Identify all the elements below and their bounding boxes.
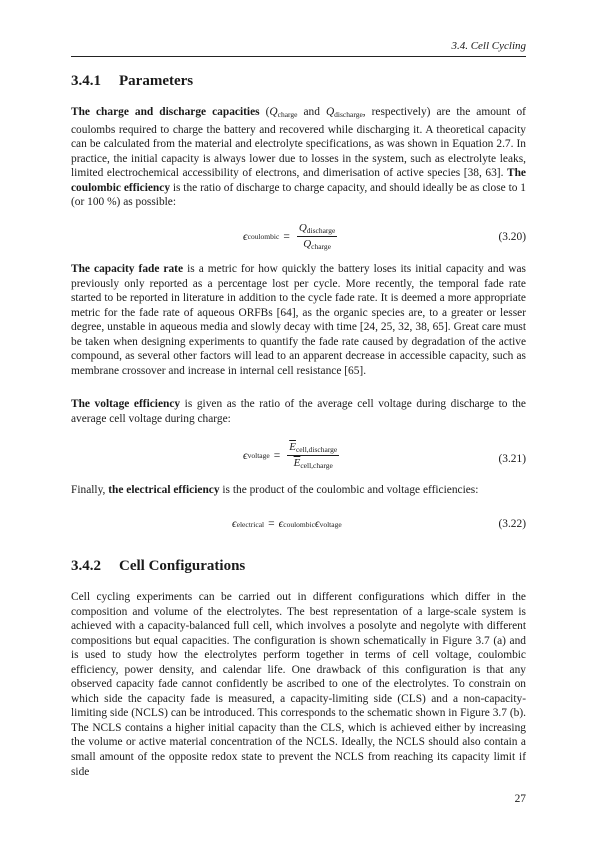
subscript: electrical (236, 519, 265, 529)
text: is given as the ratio of the average cell voltage during discharge to the average cell voltage during charge: (71, 398, 526, 425)
paragraph-capacities (71, 105, 526, 210)
symbol-q: Q (303, 238, 312, 250)
text: Finally, (71, 484, 109, 496)
text: and (297, 106, 326, 118)
subscript: discharge (306, 226, 336, 235)
equation-number: (3.20) (498, 231, 526, 243)
text: is a metric for how quickly the battery loses its initial capacity and was previously only reported as a percentage lost per cycle. More recently, the temporal fade rate started to be reported in literature in addition to the cycle fade rate. It is deemed a more appropriate metric for the fade rate of aqueous ORFBs [64], as the organic species are, to a greater or lesser degree, unstable in aqueous media and slowly decay with time [24, 25, 32, 38, 65]. Great care must be taken when designing experiments to quantify the fade rate caused by degradation of the active compound, as several other factors will lead to an apparent decrease in accessible capacity, such as membrane crossover and increase in internal cell resistance [65]. (71, 263, 526, 377)
section-heading-parameters (71, 72, 193, 90)
section-number: 3.4.2 (71, 558, 101, 574)
text: is the product of the coulombic and voltage efficiencies: (219, 484, 479, 496)
section-title: Parameters (119, 73, 194, 89)
subscript: coulombic (247, 232, 280, 241)
term-electrical-efficiency: the electrical efficiency (108, 484, 220, 496)
equals-sign: = (268, 518, 275, 530)
subscript: voltage (247, 451, 270, 460)
subscript: coulombic (283, 519, 315, 529)
symbol-q: Q (269, 106, 278, 118)
epsilon-symbol: ϵ (243, 230, 248, 243)
paragraph-voltage-efficiency (71, 397, 526, 426)
term-capacity-fade-rate: The capacity fade rate (71, 263, 184, 275)
epsilon-symbol: ϵ (314, 518, 320, 530)
paragraph-cell-configurations: Cell cycling experiments can be carried out in different configurations which differ in the composition and volume of the electrolytes. The best representation of a large-scale system is achieved with a capacity-balanced full cell, which involves a posolyte and negolyte with different compositions but equal capacities. The configuration is shown schematically in Figure 3.7 (a) and is used to study how the electrolytes perform together in terms of cell voltage, coulombic efficiency, power density, and calendar life. One drawback of this configuration is that any observed capacity fade cannot confidently be ascribed to one of the electrolytes. To constrain on which side the capacity fade is measured, a capacity-limiting side (CLS) and a non-capacity-limiting side (NCLS) can be introduced. This corresponds to the schematic shown in Figure 3.7 (b). The NCLS contains a higher initial capacity than the CLS, which is achieved either by increasing the volume or active material concentration of the NCLS. Ideally, the NCLS should also contain a small amount of the opposite redox state to prevent the NCLS from reaching its capacity limit if side (71, 591, 526, 778)
equation-3-20 (71, 222, 526, 254)
section-number: 3.4.1 (71, 73, 101, 89)
paragraph-electrical-efficiency (71, 483, 526, 498)
text: , respectively) are the amount of coulombs required to charge the battery and recovered while discharging it. A theoretical capacity can be calculated from the material and electrolyte specifications, as was shown in Equation 2.7. In practice, the initial capacity is always lower due to losses in the system, such as electrolyte leaks, limited electrochemical accessibility of electrons, and dimerisation of active species [38, 63]. (71, 106, 526, 180)
section-heading-cell-configurations (71, 557, 245, 575)
subscript: discharge (334, 110, 363, 119)
paragraph-fade-rate (71, 262, 526, 378)
fraction (287, 441, 339, 470)
symbol-q: Q (298, 222, 307, 234)
subscript: charge (277, 110, 298, 119)
equals-sign: = (273, 449, 281, 462)
subscript: cell,charge (300, 461, 333, 470)
text: ( (259, 106, 270, 118)
equals-sign: = (283, 230, 290, 243)
epsilon-symbol: ϵ (278, 518, 284, 530)
symbol-q: Q (325, 106, 335, 118)
term-coulombic-efficiency: The coulombic efficiency (71, 167, 526, 194)
subscript: charge (311, 242, 331, 251)
header-rule (71, 56, 526, 57)
subscript: cell,discharge (295, 445, 338, 454)
equation-3-22 (71, 518, 526, 536)
equation-number: (3.21) (498, 453, 526, 465)
text: is the ratio of discharge to charge capacity, and should ideally be as close to 1 (or 100 %) as possible: (71, 181, 526, 209)
term-capacities: The charge and discharge capacities (71, 106, 260, 118)
page-number: 27 (514, 793, 526, 805)
subscript: voltage (319, 519, 342, 529)
fraction (297, 222, 338, 251)
symbol-e-bar: $\overline{E}$ (293, 457, 301, 469)
term-voltage-efficiency: The voltage efficiency (71, 398, 181, 410)
epsilon-symbol: ϵ (232, 518, 237, 530)
equation-3-21 (71, 441, 526, 477)
epsilon-symbol: ϵ (243, 449, 248, 462)
symbol-e-bar: $\overline{E}$ (289, 441, 296, 453)
running-header: 3.4. Cell Cycling (451, 40, 526, 52)
section-title: Cell Configurations (119, 558, 246, 574)
equation-number: (3.22) (498, 518, 526, 530)
